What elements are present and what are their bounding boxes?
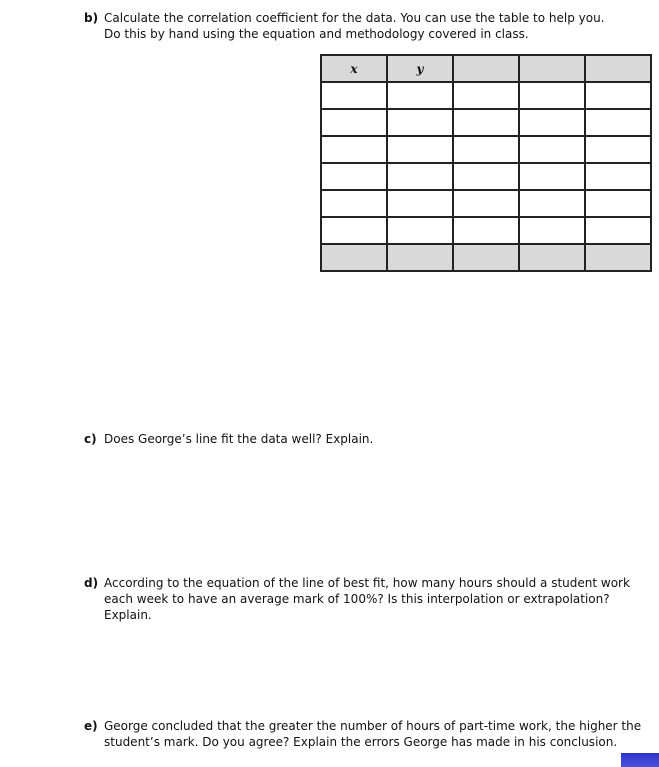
question-d-line-1: According to the equation of the line of best fit, how many hours should a student work xyxy=(104,576,630,590)
table-row xyxy=(321,82,651,109)
question-e xyxy=(84,718,644,750)
correlation-work-table xyxy=(320,54,652,272)
question-d-line-2: each week to have an average mark of 100%? Is this interpolation or extrapolation? xyxy=(104,592,610,606)
header-col-4 xyxy=(519,55,585,82)
header-x: x xyxy=(321,55,387,82)
question-b-line-2: Do this by hand using the equation and methodology covered in class. xyxy=(104,27,529,41)
question-d-label: d) xyxy=(84,576,99,590)
table-row xyxy=(321,163,651,190)
question-b xyxy=(84,10,644,42)
question-e-line-2: student’s mark. Do you agree? Explain the errors George has made in his conclusion. xyxy=(104,735,618,749)
table-sum-row xyxy=(321,244,651,271)
question-e-label: e) xyxy=(84,719,98,733)
table-row xyxy=(321,136,651,163)
question-b-label: b) xyxy=(84,11,99,25)
question-c-label: c) xyxy=(84,432,97,446)
question-b-line-1: Calculate the correlation coefficient for the data. You can use the table to help you. xyxy=(104,11,605,25)
table-row xyxy=(321,190,651,217)
table-row xyxy=(321,217,651,244)
header-col-5 xyxy=(585,55,651,82)
question-d-line-3: Explain. xyxy=(104,608,152,622)
header-y: y xyxy=(387,55,453,82)
question-d xyxy=(84,575,644,623)
question-e-line-1: George concluded that the greater the number of hours of part-time work, the higher the xyxy=(104,719,642,733)
question-c xyxy=(84,431,644,447)
header-col-3 xyxy=(453,55,519,82)
table-row xyxy=(321,109,651,136)
corner-blue-tab xyxy=(621,753,659,767)
table-header-row xyxy=(321,55,651,82)
question-c-line-1: Does George’s line fit the data well? Explain. xyxy=(104,432,374,446)
